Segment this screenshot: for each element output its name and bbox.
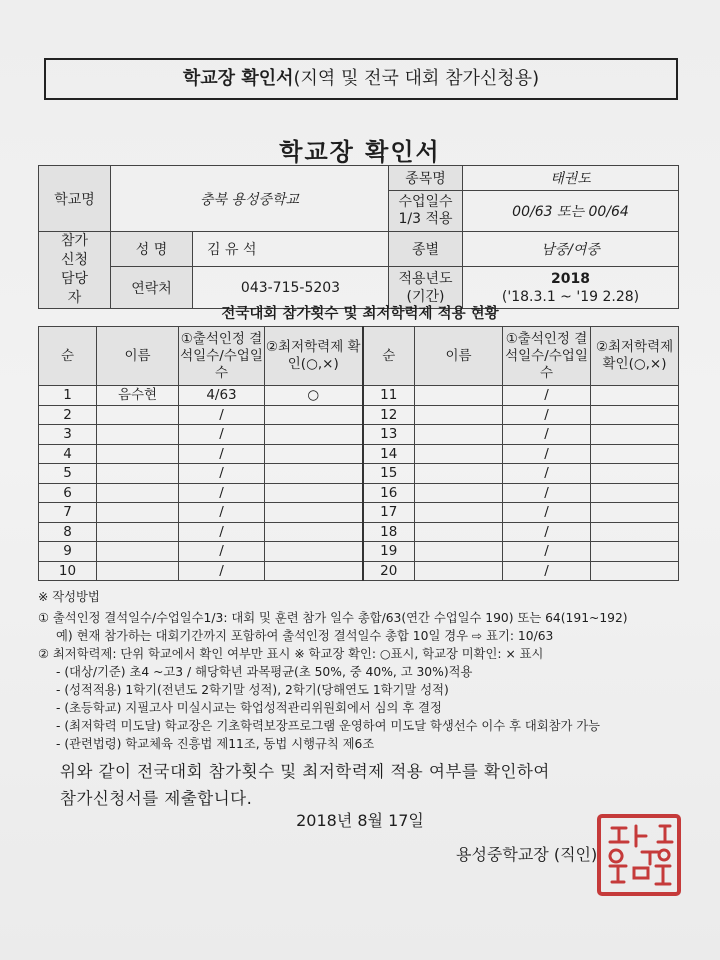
note-detail-5: - (관련법령) 학교체육 진흥법 제11조, 동법 시행규칙 제6조	[56, 737, 375, 751]
row-name-2	[415, 522, 503, 542]
table-row	[39, 464, 679, 484]
row-number-2: 15	[363, 464, 415, 484]
official-seal-icon	[594, 812, 684, 898]
row-number-2: 18	[363, 522, 415, 542]
row-number-2: 12	[363, 405, 415, 425]
row-name-2	[415, 561, 503, 581]
row-name-2	[415, 464, 503, 484]
row-min-check-2	[591, 542, 679, 562]
row-min-check	[265, 405, 363, 425]
table-row	[39, 483, 679, 503]
row-attendance: /	[179, 561, 265, 581]
row-min-check-2	[591, 522, 679, 542]
row-attendance-2: /	[503, 405, 591, 425]
row-number: 4	[39, 444, 97, 464]
row-name-2	[415, 503, 503, 523]
row-min-check-2	[591, 464, 679, 484]
row-name	[97, 464, 179, 484]
table-row	[39, 522, 679, 542]
signer-name: 용성중학교장 (직인)	[456, 845, 598, 864]
row-number-2: 14	[363, 444, 415, 464]
row-name	[97, 405, 179, 425]
row-min-check-2	[591, 425, 679, 445]
row-min-check	[265, 425, 363, 445]
row-min-check	[265, 503, 363, 523]
table-row	[39, 444, 679, 464]
name-label: 성 명	[111, 232, 193, 267]
table-row	[39, 386, 679, 406]
event-value: 태권도	[463, 166, 679, 191]
row-attendance-2: /	[503, 444, 591, 464]
note-1: ① 출석인정 결석일수/수업일수1/3: 대회 및 훈련 참가 일수 총합/63(연간 수업일수 190) 또는 64(191~192)	[38, 611, 628, 625]
note-detail-4: - (최저학력 미도달) 학교장은 기초학력보장프로그램 운영하여 미도달 학생선수 이수 후 대회참가 가능	[56, 719, 601, 733]
table-header-row	[39, 327, 679, 386]
name-value: 김 유 석	[193, 232, 389, 267]
row-min-check: ○	[265, 386, 363, 406]
row-number-2: 20	[363, 561, 415, 581]
table-row	[39, 405, 679, 425]
school-value: 충북 용성중학교	[111, 166, 389, 232]
row-number-2: 13	[363, 425, 415, 445]
row-attendance-2: /	[503, 503, 591, 523]
instructions	[38, 588, 688, 753]
row-number: 6	[39, 483, 97, 503]
row-min-check-2	[591, 405, 679, 425]
contact-label: 연락처	[111, 267, 193, 309]
row-number: 2	[39, 405, 97, 425]
document-date: 2018년 8월 17일	[296, 811, 424, 830]
row-name	[97, 503, 179, 523]
gender-value: 남중/여중	[463, 232, 679, 267]
table-row	[39, 503, 679, 523]
col-no: 순	[39, 327, 97, 386]
year-value: 2018	[551, 270, 590, 287]
col-min: ②최저학력제 확인(○,×)	[265, 327, 363, 386]
row-min-check	[265, 522, 363, 542]
note-detail-3: - (초등학교) 지필고사 미실시교는 학업성적관리위원회에서 심의 후 결정	[56, 701, 442, 715]
class-days-value: 00/63 또는 00/64	[463, 191, 679, 232]
confirmation-text	[60, 758, 680, 812]
school-label: 학교명	[39, 166, 111, 232]
year-label: 적용년도 (기간)	[389, 267, 463, 309]
row-attendance: /	[179, 464, 265, 484]
info-table	[38, 165, 679, 309]
row-min-check	[265, 483, 363, 503]
col-min-2: ②최저학력제 확인(○,×)	[591, 327, 679, 386]
row-name-2	[415, 405, 503, 425]
row-number: 8	[39, 522, 97, 542]
row-name	[97, 542, 179, 562]
notes-heading: ※ 작성방법	[38, 590, 100, 604]
row-number: 9	[39, 542, 97, 562]
table-body	[39, 386, 679, 581]
confirmation-line-1: 위와 같이 전국대회 참가횟수 및 최저학력제 적용 여부를 확인하여	[60, 762, 550, 781]
row-attendance: 4/63	[179, 386, 265, 406]
row-attendance-2: /	[503, 542, 591, 562]
row-attendance-2: /	[503, 425, 591, 445]
row-name-2	[415, 483, 503, 503]
row-number: 10	[39, 561, 97, 581]
row-name	[97, 425, 179, 445]
col-no-2: 순	[363, 327, 415, 386]
row-number-2: 19	[363, 542, 415, 562]
row-name	[97, 444, 179, 464]
row-number: 1	[39, 386, 97, 406]
col-attend-2: ①출석인정 결석일수/수업일수	[503, 327, 591, 386]
table-row	[39, 561, 679, 581]
row-min-check-2	[591, 444, 679, 464]
row-attendance: /	[179, 503, 265, 523]
row-attendance-2: /	[503, 561, 591, 581]
row-name	[97, 561, 179, 581]
row-attendance: /	[179, 425, 265, 445]
manager-label: 참가 신청 담당자	[39, 232, 111, 309]
row-min-check-2	[591, 483, 679, 503]
row-attendance-2: /	[503, 386, 591, 406]
participation-table	[38, 326, 679, 581]
table-row	[39, 542, 679, 562]
table-row	[39, 425, 679, 445]
row-min-check	[265, 464, 363, 484]
gender-label: 종별	[389, 232, 463, 267]
col-name: 이름	[97, 327, 179, 386]
confirmation-line-2: 참가신청서를 제출합니다.	[60, 789, 253, 808]
row-name-2	[415, 386, 503, 406]
note-detail-1: - (대상/기준) 초4 ~고3 / 해당학년 과목평균(초 50%, 중 40%, 고 30%)적용	[56, 665, 473, 679]
event-label: 종목명	[389, 166, 463, 191]
class-days-label: 수업일수 1/3 적용	[389, 191, 463, 232]
row-min-check-2	[591, 386, 679, 406]
note-1-example: 예) 현재 참가하는 대회기간까지 포함하여 출석인정 결석일수 총합 10일 경우 ⇨ 표기: 10/63	[56, 629, 554, 643]
row-attendance: /	[179, 444, 265, 464]
row-name-2	[415, 425, 503, 445]
note-detail-2: - (성적적용) 1학기(전년도 2학기말 성적), 2학기(당해연도 1학기말 성적)	[56, 683, 449, 697]
row-min-check-2	[591, 561, 679, 581]
row-number-2: 11	[363, 386, 415, 406]
document-title: 학교장 확인서	[279, 138, 441, 166]
row-name	[97, 522, 179, 542]
row-min-check	[265, 542, 363, 562]
row-number-2: 17	[363, 503, 415, 523]
row-min-check-2	[591, 503, 679, 523]
row-min-check	[265, 561, 363, 581]
row-name-2	[415, 444, 503, 464]
form-header-subtitle: (지역 및 전국 대회 참가신청용)	[293, 68, 540, 89]
row-name: 음수현	[97, 386, 179, 406]
row-attendance: /	[179, 483, 265, 503]
row-attendance: /	[179, 405, 265, 425]
row-number: 5	[39, 464, 97, 484]
note-2: ② 최저학력제: 단위 학교에서 확인 여부만 표시 ※ 학교장 확인: ○표시, 학교장 미확인: × 표시	[38, 647, 544, 661]
section-title: 전국대회 참가횟수 및 최저학력제 적용 현황	[221, 306, 499, 322]
period-value: ('18.3.1 ~ '19 2.28)	[501, 288, 640, 305]
col-attend: ①출석인정 결석일수/수업일수	[179, 327, 265, 386]
col-name-2: 이름	[415, 327, 503, 386]
form-header-box	[44, 58, 678, 100]
row-min-check	[265, 444, 363, 464]
row-number: 7	[39, 503, 97, 523]
row-attendance: /	[179, 522, 265, 542]
row-attendance-2: /	[503, 522, 591, 542]
row-name-2	[415, 542, 503, 562]
row-attendance-2: /	[503, 464, 591, 484]
row-name	[97, 483, 179, 503]
row-attendance-2: /	[503, 483, 591, 503]
row-number: 3	[39, 425, 97, 445]
row-attendance: /	[179, 542, 265, 562]
row-number-2: 16	[363, 483, 415, 503]
contact-value: 043-715-5203	[193, 267, 389, 309]
form-header-title: 학교장 확인서	[182, 68, 294, 89]
